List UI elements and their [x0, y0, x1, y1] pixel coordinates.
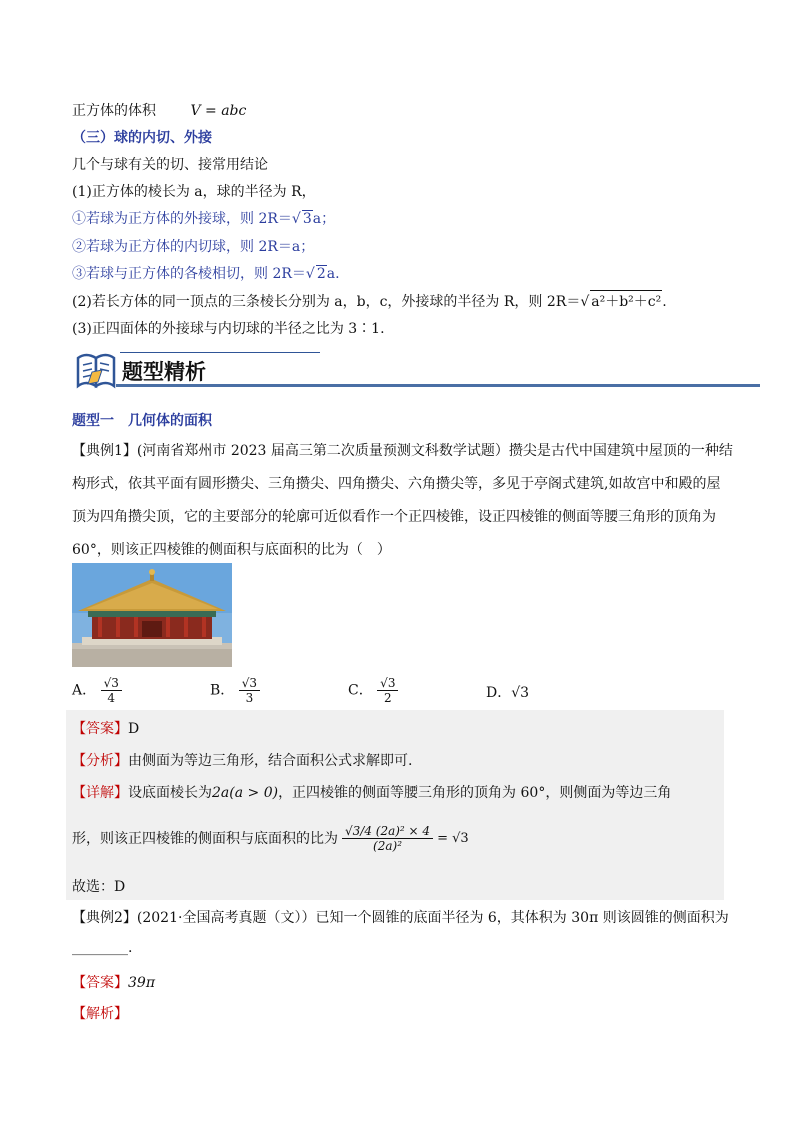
option-c-fraction: [377, 676, 398, 705]
palace-photo-svg: [72, 563, 232, 667]
ex1-analysis: [72, 750, 412, 770]
option-d[interactable]: [486, 682, 529, 702]
ex1-detail-line2: [72, 808, 469, 868]
ex1-line3: 顶为四角攒尖顶，它的主要部分的轮廓可近似看作一个正四棱锥，设正四棱锥的侧面等腰三角形的顶角为: [72, 509, 716, 525]
banner-top-line: [120, 352, 320, 353]
option-d-label: D．: [486, 685, 512, 701]
detail-result: = √3: [437, 830, 469, 846]
detail-frac-den: (2a)²: [373, 838, 403, 853]
item2: [72, 290, 667, 311]
option-b-num: √3: [239, 676, 260, 691]
sqrt-icon: √ 3: [291, 211, 312, 227]
detail-frac-num: √3/4 (2a)² × 4: [342, 824, 433, 839]
detail-text-c: ，正四棱锥的侧面等腰三角形的顶角为 60°，则侧面为等边三角: [278, 785, 672, 801]
ex2-line1: 【典例2】(2021·全国高考真题（文））已知一个圆锥的底面半径为 6，其体积为 30π 则该圆锥的侧面积为: [72, 910, 729, 926]
item2-post: .: [662, 294, 667, 310]
open-book-icon: [74, 350, 118, 390]
ex1-answer: [72, 718, 139, 738]
ex2-answer-value: 39π: [128, 975, 156, 991]
option-b-den: 3: [245, 691, 254, 705]
sqrt-icon: √ 2: [305, 266, 326, 282]
item1b: ②若球为正方体的内切球，则 2R＝a；: [72, 239, 315, 255]
palace-photo: [72, 563, 232, 667]
type1-title: 题型一 几何体的面积: [72, 413, 212, 429]
answer-box: [66, 710, 724, 900]
item1a-post: a；: [312, 211, 336, 227]
ex2-answer-tag: 【答案】: [72, 975, 128, 991]
option-d-value: √3: [511, 685, 530, 701]
option-a-label: A．: [72, 682, 97, 699]
detail-fraction: [342, 824, 433, 853]
formula: V = abc: [190, 103, 247, 119]
formula-line: [72, 100, 246, 120]
option-a-fraction: [101, 676, 122, 705]
sqrt-icon: √ a²＋b²＋c²: [580, 290, 662, 311]
intro: 几个与球有关的切、接常用结论: [72, 157, 268, 173]
analysis-tag: 【分析】: [72, 753, 128, 769]
detail2-text: 形，则该正四棱锥的侧面积与底面积的比为: [72, 831, 338, 847]
item1: (1)正方体的棱长为 a，球的半径为 R，: [72, 184, 316, 200]
ex1-line2: 构形式，依其平面有圆形攒尖、三角攒尖、四角攒尖、六角攒尖等，多见于亭阁式建筑,如故宫中和殿的屋: [72, 476, 721, 492]
formula-label: 正方体的体积: [72, 103, 156, 119]
answer-tag: 【答案】: [72, 721, 128, 737]
item1a-radicand: 3: [302, 211, 312, 227]
detail-math: 2a(a > 0): [212, 785, 279, 801]
ex2-answer: [72, 972, 155, 992]
item2-text: (2)若长方体的同一顶点的三条棱长分别为 a，b，c，外接球的半径为 R，则 2R＝: [72, 294, 581, 310]
ex1-line1: 【典例1】(河南省郑州市 2023 届高三第二次质量预测文科数学试题）攒尖是古代中国建筑中屋顶的一种结: [72, 443, 733, 459]
ex2-blank: ________.: [72, 940, 133, 956]
item1c-radicand: 2: [316, 266, 326, 282]
option-b[interactable]: [210, 676, 260, 705]
ex1-line4: 60°，则该正四棱锥的侧面积与底面积的比为（ ）: [72, 542, 391, 558]
option-c-den: 2: [383, 691, 392, 705]
item3: (3)正四面体的外接球与内切球的半径之比为 3∶1.: [72, 321, 385, 337]
item1a: [72, 208, 335, 228]
option-c-num: √3: [377, 676, 398, 691]
option-a-den: 4: [107, 691, 116, 705]
ex1-detail-line1: [72, 782, 671, 802]
ex1-conclusion: 故选：D: [72, 879, 126, 895]
item1a-text: ①若球为正方体的外接球，则 2R＝: [72, 211, 292, 227]
item1c-text: ③若球与正方体的各棱相切，则 2R＝: [72, 266, 306, 282]
option-a-num: √3: [101, 676, 122, 691]
item1c-post: a.: [326, 266, 340, 282]
ex2-analysis-tag: 【解析】: [72, 1006, 128, 1022]
analysis-text: 由侧面为等边三角形，结合面积公式求解即可.: [128, 753, 413, 769]
item2-radicand: a²＋b²＋c²: [590, 290, 662, 311]
banner-title: 题型精析: [122, 360, 206, 384]
option-b-fraction: [239, 676, 260, 705]
detail-tag: 【详解】: [72, 785, 128, 801]
option-c[interactable]: [348, 676, 398, 705]
detail-text-a: 设底面棱长为: [128, 785, 212, 801]
section3-title: （三）球的内切、外接: [72, 130, 212, 146]
option-c-label: C．: [348, 682, 373, 699]
option-a[interactable]: [72, 676, 122, 705]
option-b-label: B．: [210, 682, 235, 699]
item1c: [72, 263, 340, 283]
section-banner: [72, 346, 760, 392]
answer-value: D: [128, 721, 140, 737]
banner-underline: [116, 384, 760, 387]
